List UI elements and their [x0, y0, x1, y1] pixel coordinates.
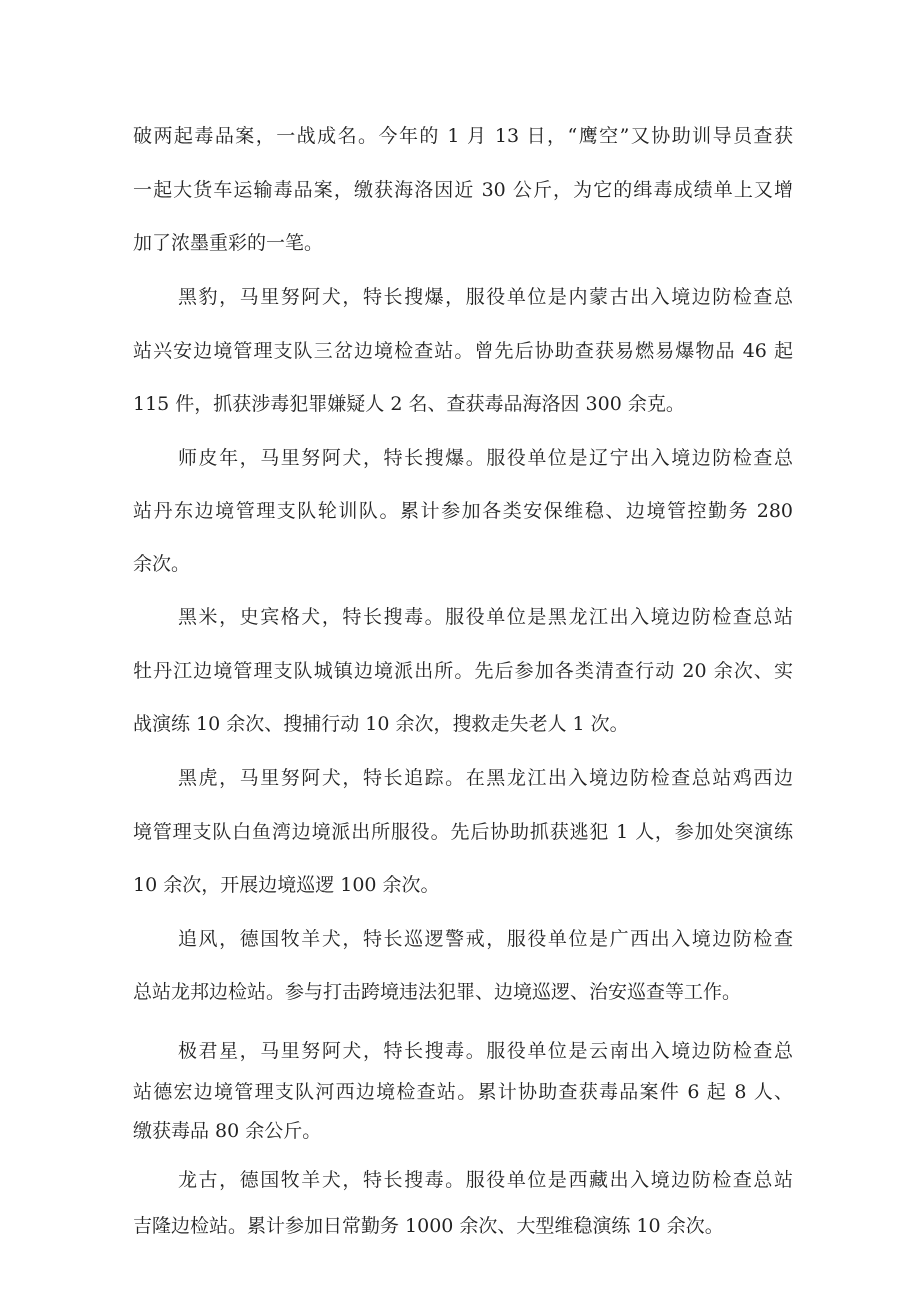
paragraph-5-line-3: 10 余次，开展边境巡逻 100 余次。: [133, 874, 440, 896]
paragraph-4-line-1: 黑米，史宾格犬，特长搜毒。服役单位是黑龙江出入境边防检查总站: [178, 606, 793, 628]
paragraph-2-line-2: 站兴安边境管理支队三岔边境检查站。曾先后协助查获易燃易爆物品 46 起: [133, 340, 793, 362]
paragraph-5-line-2: 境管理支队白鱼湾边境派出所服役。先后协助抓获逃犯 1 人，参加处突演练: [133, 821, 793, 843]
paragraph-7-line-3: 缴获毒品 80 余公斤。: [133, 1120, 322, 1142]
paragraph-2-line-1: 黑豹，马里努阿犬，特长搜爆，服役单位是内蒙古出入境边防检查总: [178, 286, 793, 308]
paragraph-1-line-1: 破两起毒品案，一战成名。今年的 1 月 13 日，“鹰空”又协助训导员查获: [133, 125, 793, 147]
paragraph-4-line-2: 牡丹江边境管理支队城镇边境派出所。先后参加各类清查行动 20 余次、实: [133, 660, 793, 682]
paragraph-1-line-2: 一起大货车运输毒品案，缴获海洛因近 30 公斤，为它的缉毒成绩单上又增: [133, 179, 793, 201]
paragraph-3-line-1: 师皮年，马里努阿犬，特长搜爆。服役单位是辽宁出入境边防检查总: [178, 447, 793, 469]
paragraph-6-line-2: 总站龙邦边检站。参与打击跨境违法犯罪、边境巡逻、治安巡查等工作。: [133, 981, 742, 1003]
paragraph-1-line-3: 加了浓墨重彩的一笔。: [133, 232, 324, 254]
paragraph-4-line-3: 战演练 10 余次、搜捕行动 10 余次，搜救走失老人 1 次。: [133, 713, 629, 735]
paragraph-6-line-1: 追风，德国牧羊犬，特长巡逻警戒，服役单位是广西出入境边防检查: [178, 928, 793, 950]
paragraph-3-line-3: 余次。: [133, 553, 191, 575]
paragraph-2-line-3: 115 件，抓获涉毒犯罪嫌疑人 2 名、查获毒品海洛因 300 余克。: [133, 393, 685, 415]
paragraph-7-line-2: 站德宏边境管理支队河西边境检查站。累计协助查获毒品案件 6 起 8 人、: [133, 1081, 793, 1103]
paragraph-3-line-2: 站丹东边境管理支队轮训队。累计参加各类安保维稳、边境管控勤务 280: [133, 500, 793, 522]
paragraph-8-line-2: 吉隆边检站。累计参加日常勤务 1000 余次、大型维稳演练 10 余次。: [133, 1215, 724, 1237]
paragraph-7-line-1: 极君星，马里努阿犬，特长搜毒。服役单位是云南出入境边防检查总: [178, 1040, 793, 1062]
paragraph-5-line-1: 黑虎，马里努阿犬，特长追踪。在黑龙江出入境边防检查总站鸡西边: [178, 767, 793, 789]
paragraph-8-line-1: 龙古，德国牧羊犬，特长搜毒。服役单位是西藏出入境边防检查总站: [178, 1169, 793, 1191]
